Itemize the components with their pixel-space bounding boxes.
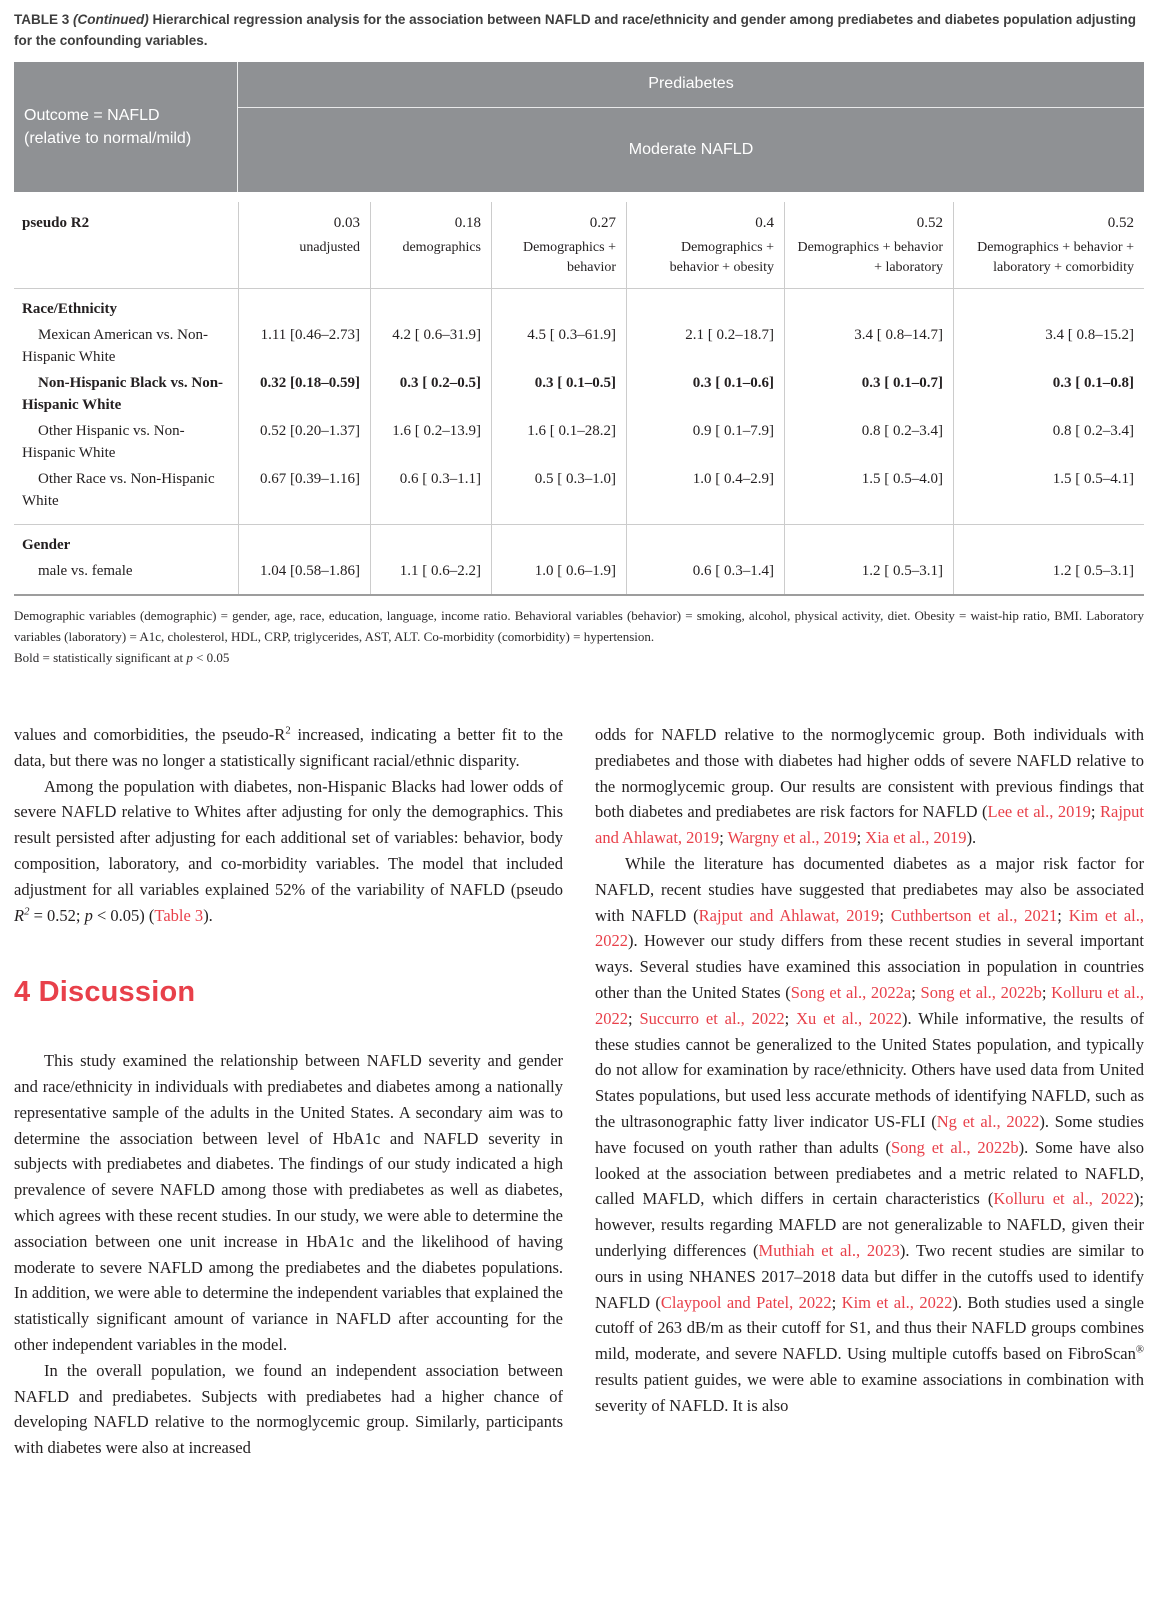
citation-link[interactable]: Cuthbertson et al., 2021 — [890, 905, 1058, 925]
model-label: Demographics + behavior + obesity — [669, 239, 774, 275]
body-columns — [14, 722, 1144, 1461]
citation-link[interactable]: Muthiah et al., 2023 — [758, 1240, 900, 1260]
table-cell: 1.04 [0.58–1.86] — [238, 558, 370, 594]
table-cell: 0.9 [ 0.1–7.9] — [626, 418, 784, 466]
table-row — [14, 418, 1144, 466]
pseudo-r2-value: 0.52 — [916, 214, 943, 231]
table-cell-empty — [626, 289, 784, 322]
table-cell-empty — [784, 525, 953, 558]
citation-link[interactable]: Xia et al., 2019 — [865, 828, 967, 848]
table-cell: 0.8 [ 0.2–3.4] — [953, 418, 1144, 466]
left-column — [14, 722, 563, 1461]
citation-link[interactable]: Kolluru et al., 2022 — [993, 1189, 1134, 1209]
paragraph: Among the population with diabetes, non-Hispanic Blacks had lower odds of severe NAFLD relative to Whites after adjusting for only the demographics. This result persisted after adjusting for each additional set of variables: behavior, body composition, laboratory, and co-morbidity variables. The model that included adjustment for all variables explained 52% of the variability of NAFLD (pseudo $R^2 = 0.52$; p < 0.05) (Table 3). — [14, 776, 563, 925]
table-cell-empty — [784, 289, 953, 322]
paragraph: values and comorbidities, the pseudo-$R^2$ increased, indicating a better fit to the data, but there was no longer a statistically significant racial/ethnic disparity. — [14, 724, 563, 770]
table-row — [14, 370, 1144, 418]
table-cell: 0.8 [ 0.2–3.4] — [784, 418, 953, 466]
footnote-definitions: Demographic variables (demographic) = gender, age, race, education, language, income ratio. Behavioral variables (behavior) = smoking, alcohol, physical activity, diet. Obesity = waist-hip ratio, BMI. Laboratory variables (laboratory) = A1c, cholesterol, HDL, CRP, triglycerides, AST, ALT. Co-morbidity (comorbidity) = hypertension. — [14, 607, 1144, 644]
table-cell: 0.52 [0.20–1.37] — [238, 418, 370, 466]
citation-link[interactable]: Lee et al., 2019 — [987, 802, 1091, 822]
table-cell: 0.3 [ 0.1–0.6] — [626, 370, 784, 418]
row-label: male vs. female — [38, 562, 133, 579]
pseudo-r2-value: 0.03 — [333, 214, 360, 231]
table-row — [14, 322, 1144, 370]
citation-link[interactable]: Claypool and Patel, 2022 — [660, 1292, 832, 1312]
table-cell-empty — [953, 525, 1144, 558]
table-cell-empty — [238, 525, 370, 558]
table-cell: 2.1 [ 0.2–18.7] — [626, 322, 784, 370]
pseudo-r2-value: 0.4 — [755, 214, 774, 231]
table-cell — [626, 202, 784, 288]
table-cell: 0.67 [0.39–1.16] — [238, 466, 370, 524]
table-cell-empty — [370, 289, 491, 322]
table-cell: 1.11 [0.46–2.73] — [238, 322, 370, 370]
citation-link[interactable]: Kim et al., 2022 — [595, 905, 1144, 951]
discussion-heading: 4 Discussion — [14, 976, 196, 1009]
pseudo-r2-value: 0.52 — [1107, 214, 1134, 231]
paragraph: While the literature has documented diabetes as a major risk factor for NAFLD, recent studies have suggested that prediabetes may also be associated with NAFLD (Rajput and Ahlawat, 2019; Cuthbertson et al., 2021; Kim et al., 2022). However our study differs from these recent studies in several important ways. Several studies have examined this association in population in countries other than the United States (Song et al., 2022a; Song et al., 2022b; Kolluru et al., 2022; Succurro et al., 2022; Xu et al., 2022). While informative, the results of these studies cannot be generalized to the United States population, and typically do not allow for examination by race/ethnicity. Others have used data from United States populations, but used less accurate methods of identifying NAFLD, such as the ultrasonographic fatty liver indicator US-FLI (Ng et al., 2022). Some studies have focused on youth rather than adults (Song et al., 2022b). Some have also looked at the association between prediabetes and a metric related to NAFLD, called MAFLD, which differs in certain characteristics (Kolluru et al., 2022); however, results regarding MAFLD are not generalizable to NAFLD, given their underlying differences (Muthiah et al., 2023). Two recent studies are similar to ours in using NHANES 2017–2018 data but differ in the cutoffs used to identify NAFLD (Claypool and Patel, 2022; Kim et al., 2022). Both studies used a single cutoff of 263 dB/m as their cutoff for S1, and thus their NAFLD groups combines mild, moderate, and severe NAFLD. Using multiple cutoffs based on FibroScan® results patient guides, we were able to examine associations in combination with severity of NAFLD. It is also — [595, 853, 1144, 1415]
footnote-significance: Bold = statistically significant at p < 0.05 — [14, 649, 230, 665]
prediabetes-header-cell: Prediabetes — [238, 62, 1144, 108]
citation-link[interactable]: Rajput and Ahlawat, 2019 — [698, 905, 880, 925]
pseudo-r2-value: 0.18 — [454, 214, 481, 231]
table-cell — [953, 202, 1144, 288]
paragraph: In the overall population, we found an independent association between NAFLD and prediabetes. Subjects with prediabetes had a higher chance of developing NAFLD relative to the normoglycemic group. Similarly, participants with diabetes were also at increased — [14, 1360, 563, 1458]
table-cell: 0.5 [ 0.3–1.0] — [491, 466, 626, 524]
results-table — [14, 62, 1144, 596]
table-cell-empty — [370, 525, 491, 558]
table-footnotes — [14, 605, 1144, 668]
model-label: unadjusted — [299, 239, 360, 255]
table-cell: 0.3 [ 0.1–0.8] — [953, 370, 1144, 418]
table-cell: 0.3 [ 0.1–0.7] — [784, 370, 953, 418]
outcome-header-cell: Outcome = NAFLD (relative to normal/mild) — [14, 62, 238, 192]
header-right-group — [238, 62, 1144, 192]
pseudo-r2-value: 0.27 — [589, 214, 616, 231]
row-label: Other Race vs. Non-Hispanic White — [22, 470, 215, 509]
citation-link[interactable]: Ng et al., 2022 — [936, 1111, 1040, 1131]
citation-link[interactable]: Kolluru et al., 2022 — [595, 982, 1144, 1028]
citation-link[interactable]: Song et al., 2022b — [890, 1137, 1019, 1157]
table-row — [14, 466, 1144, 524]
table-cell: 0.32 [0.18–0.59] — [238, 370, 370, 418]
table-cell-empty — [491, 289, 626, 322]
moderate-nafld-header-cell: Moderate NAFLD — [628, 140, 754, 158]
model-label: Demographics + behavior + laboratory — [797, 239, 943, 275]
table-row-pseudo-r2 — [14, 192, 1144, 288]
table-cell: 0.3 [ 0.1–0.5] — [491, 370, 626, 418]
row-label: Non-Hispanic Black vs. Non-Hispanic White — [22, 374, 224, 413]
model-label: demographics — [402, 239, 481, 255]
section-title-row — [14, 524, 1144, 558]
table-cell: 4.5 [ 0.3–61.9] — [491, 322, 626, 370]
table-cell: 1.2 [ 0.5–3.1] — [953, 558, 1144, 594]
table-cell-empty — [626, 525, 784, 558]
table-cell: 1.2 [ 0.5–3.1] — [784, 558, 953, 594]
table-cell-empty — [953, 289, 1144, 322]
model-label: Demographics + behavior + laboratory + comorbidity — [977, 239, 1134, 275]
citation-link[interactable]: Xu et al., 2022 — [796, 1008, 902, 1028]
row-label: Mexican American vs. Non-Hispanic White — [22, 326, 208, 365]
table-header — [14, 62, 1144, 192]
table-cell-empty — [491, 525, 626, 558]
table-cell — [491, 202, 626, 288]
table-cell: 1.1 [ 0.6–2.2] — [370, 558, 491, 594]
citation-link[interactable]: Rajput and Ahlawat, 2019 — [595, 802, 1144, 848]
table-cell: 1.6 [ 0.2–13.9] — [370, 418, 491, 466]
citation-link[interactable]: Kim et al., 2022 — [841, 1292, 953, 1312]
table-caption: TABLE 3 (Continued) Hierarchical regression analysis for the association between NAFLD and race/ethnicity and gender among prediabetes and diabetes population adjusting for the confounding variables. — [14, 12, 1136, 48]
table-cell: 0.6 [ 0.3–1.4] — [626, 558, 784, 594]
citation-link[interactable]: Song et al., 2022b — [920, 982, 1042, 1002]
table-cell: 0.3 [ 0.2–0.5] — [370, 370, 491, 418]
table-cell: 1.5 [ 0.5–4.1] — [953, 466, 1144, 524]
model-label: Demographics + behavior — [522, 239, 616, 275]
paragraph: This study examined the relationship between NAFLD severity and gender and race/ethnicity in individuals with prediabetes and diabetes among a nationally representative sample of the adults in the United States. A secondary aim was to determine the association between level of HbA1c and NAFLD severity in subjects with prediabetes and diabetes. The findings of our study indicated a high prevalence of severe NAFLD among those with prediabetes as well as diabetes, which agrees with these recent studies. In our study, we were able to determine the association between one unit increase in HbA1c and the likelihood of having moderate to severe NAFLD among the prediabetes and the diabetes populations. In addition, we were able to determine the independent variables that explained the statistically significant amount of variance in NAFLD after accounting for the other independent variables in the model. — [14, 1051, 563, 1354]
right-column — [595, 722, 1144, 1461]
section-title-row — [14, 288, 1144, 322]
table-cell: 1.0 [ 0.6–1.9] — [491, 558, 626, 594]
paragraph: odds for NAFLD relative to the normoglycemic group. Both individuals with prediabetes and those with diabetes had higher odds of severe NAFLD relative to the normoglycemic group. Our results are consistent with previous findings that both diabetes and prediabetes are risk factors for NAFLD (Lee et al., 2019; Rajput and Ahlawat, 2019; Wargny et al., 2019; Xia et al., 2019). — [595, 724, 1144, 848]
table-cell — [784, 202, 953, 288]
citation-link[interactable]: Succurro et al., 2022 — [639, 1008, 785, 1028]
table-cell: 4.2 [ 0.6–31.9] — [370, 322, 491, 370]
citation-link[interactable]: Song et al., 2022a — [790, 982, 912, 1002]
table-cell — [370, 202, 491, 288]
citation-link[interactable]: Wargny et al., 2019 — [727, 828, 857, 848]
section-title-race-ethnicity: Race/Ethnicity — [22, 300, 117, 317]
table-body — [14, 192, 1144, 596]
table-cell: 1.0 [ 0.4–2.9] — [626, 466, 784, 524]
table-row — [14, 558, 1144, 594]
table-cell: 0.6 [ 0.3–1.1] — [370, 466, 491, 524]
citation-link[interactable]: Table 3 — [154, 905, 204, 925]
table-cell: 1.6 [ 0.1–28.2] — [491, 418, 626, 466]
row-label: Other Hispanic vs. Non-Hispanic White — [22, 422, 185, 461]
table-cell: 3.4 [ 0.8–14.7] — [784, 322, 953, 370]
table-cell — [238, 202, 370, 288]
table-cell: 1.5 [ 0.5–4.0] — [784, 466, 953, 524]
table-cell: 3.4 [ 0.8–15.2] — [953, 322, 1144, 370]
pseudo-r2-label: pseudo R2 — [22, 214, 90, 231]
section-title-gender: Gender — [22, 536, 71, 553]
table-cell-empty — [238, 289, 370, 322]
